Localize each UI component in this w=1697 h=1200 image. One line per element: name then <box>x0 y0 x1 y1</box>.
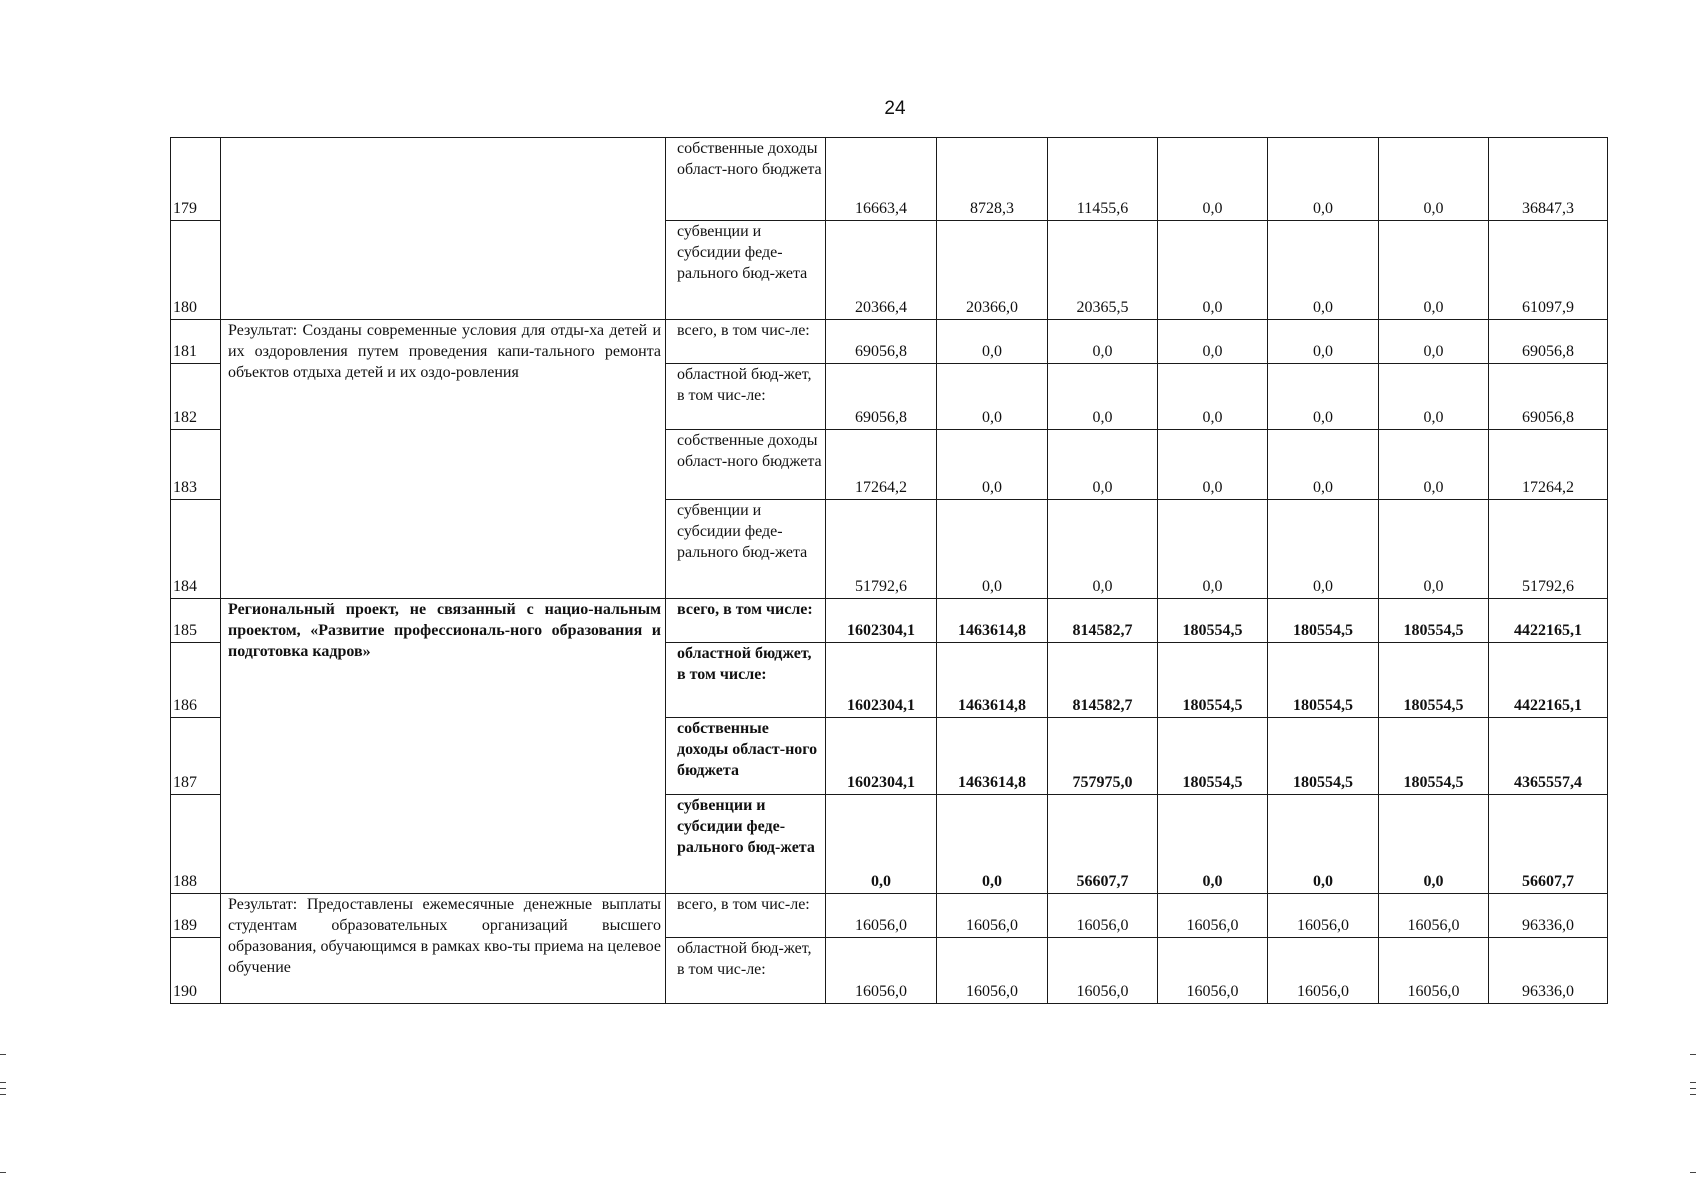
year-value: 0,0 <box>1379 430 1489 500</box>
year-value: 16056,0 <box>1268 938 1379 1004</box>
margin-mark <box>0 1088 6 1089</box>
year-value: 180554,5 <box>1379 599 1489 643</box>
year-value: 16056,0 <box>1268 894 1379 938</box>
row-number: 184 <box>171 500 221 599</box>
table-row <box>171 894 1608 938</box>
year-value: 69056,8 <box>826 320 937 364</box>
year-value: 180554,5 <box>1158 718 1268 795</box>
year-value: 1602304,1 <box>826 718 937 795</box>
year-value: 814582,7 <box>1048 599 1158 643</box>
year-value: 16056,0 <box>1048 938 1158 1004</box>
total-value: 69056,8 <box>1489 320 1608 364</box>
year-value: 0,0 <box>937 364 1048 430</box>
year-value: 0,0 <box>1379 795 1489 894</box>
funding-source: собственные доходы област-ного бюджета <box>666 718 826 795</box>
page-number: 24 <box>884 98 906 119</box>
result-description: Результат: Предоставлены ежемесячные денежные выплаты студентам образовательных организаций высшего образования, обучающимся в рамках кво-ты приема на целевое обучение <box>221 894 666 1004</box>
year-value: 0,0 <box>826 795 937 894</box>
year-value: 180554,5 <box>1268 643 1379 718</box>
total-value: 36847,3 <box>1489 138 1608 221</box>
year-value: 0,0 <box>1268 430 1379 500</box>
year-value: 16056,0 <box>937 938 1048 1004</box>
year-value: 20366,0 <box>937 221 1048 320</box>
year-value: 0,0 <box>1048 430 1158 500</box>
year-value: 0,0 <box>1158 430 1268 500</box>
budget-table <box>170 137 1608 1004</box>
total-value: 17264,2 <box>1489 430 1608 500</box>
margin-mark <box>0 1054 6 1055</box>
year-value: 20366,4 <box>826 221 937 320</box>
year-value: 180554,5 <box>1158 643 1268 718</box>
row-number: 181 <box>171 320 221 364</box>
funding-source: собственные доходы област-ного бюджета <box>666 430 826 500</box>
funding-source: областной бюд-жет, в том чис-ле: <box>666 364 826 430</box>
year-value: 0,0 <box>937 320 1048 364</box>
row-number: 186 <box>171 643 221 718</box>
row-number: 180 <box>171 221 221 320</box>
year-value: 11455,6 <box>1048 138 1158 221</box>
total-value: 56607,7 <box>1489 795 1608 894</box>
year-value: 16056,0 <box>1048 894 1158 938</box>
margin-mark <box>0 1172 6 1173</box>
row-number: 188 <box>171 795 221 894</box>
year-value: 69056,8 <box>826 364 937 430</box>
total-value: 4422165,1 <box>1489 643 1608 718</box>
table-row <box>171 138 1608 221</box>
total-value: 4365557,4 <box>1489 718 1608 795</box>
funding-source: собственные доходы област-ного бюджета <box>666 138 826 221</box>
year-value: 0,0 <box>1379 221 1489 320</box>
year-value: 16056,0 <box>1158 938 1268 1004</box>
year-value: 8728,3 <box>937 138 1048 221</box>
year-value: 1602304,1 <box>826 643 937 718</box>
year-value: 16663,4 <box>826 138 937 221</box>
year-value: 0,0 <box>1379 138 1489 221</box>
total-value: 51792,6 <box>1489 500 1608 599</box>
total-value: 96336,0 <box>1489 894 1608 938</box>
empty-description <box>221 138 666 320</box>
year-value: 56607,7 <box>1048 795 1158 894</box>
row-number: 179 <box>171 138 221 221</box>
year-value: 16056,0 <box>1379 894 1489 938</box>
table-row <box>171 599 1608 643</box>
year-value: 16056,0 <box>826 938 937 1004</box>
year-value: 180554,5 <box>1268 599 1379 643</box>
year-value: 0,0 <box>1158 138 1268 221</box>
year-value: 180554,5 <box>1379 643 1489 718</box>
funding-source: всего, в том числе: <box>666 599 826 643</box>
total-value: 61097,9 <box>1489 221 1608 320</box>
year-value: 0,0 <box>1379 500 1489 599</box>
row-number: 187 <box>171 718 221 795</box>
year-value: 0,0 <box>1158 320 1268 364</box>
total-value: 69056,8 <box>1489 364 1608 430</box>
year-value: 1463614,8 <box>937 599 1048 643</box>
year-value: 16056,0 <box>937 894 1048 938</box>
year-value: 1602304,1 <box>826 599 937 643</box>
row-number: 185 <box>171 599 221 643</box>
table-row <box>171 320 1608 364</box>
year-value: 16056,0 <box>1379 938 1489 1004</box>
total-value: 4422165,1 <box>1489 599 1608 643</box>
year-value: 0,0 <box>937 430 1048 500</box>
result-description: Региональный проект, не связанный с нацио-нальным проектом, «Развитие профессиональ-ного образования и подготовка кадров» <box>221 599 666 894</box>
year-value: 16056,0 <box>1158 894 1268 938</box>
margin-mark <box>0 1094 6 1095</box>
funding-source: областной бюджет, в том числе: <box>666 643 826 718</box>
row-number: 190 <box>171 938 221 1004</box>
year-value: 17264,2 <box>826 430 937 500</box>
total-value: 96336,0 <box>1489 938 1608 1004</box>
year-value: 814582,7 <box>1048 643 1158 718</box>
year-value: 1463614,8 <box>937 643 1048 718</box>
year-value: 1463614,8 <box>937 718 1048 795</box>
result-description: Результат: Созданы современные условия для отды-ха детей и их оздоровления путем проведения капи-тального ремонта объектов отдыха детей и их оздо-ровления <box>221 320 666 599</box>
margin-mark <box>1690 1054 1696 1055</box>
year-value: 0,0 <box>1268 795 1379 894</box>
margin-mark <box>1690 1088 1696 1089</box>
funding-source: всего, в том чис-ле: <box>666 894 826 938</box>
year-value: 0,0 <box>1158 500 1268 599</box>
year-value: 0,0 <box>1158 795 1268 894</box>
year-value: 0,0 <box>1158 364 1268 430</box>
year-value: 0,0 <box>1048 500 1158 599</box>
year-value: 0,0 <box>1158 221 1268 320</box>
year-value: 0,0 <box>937 500 1048 599</box>
year-value: 0,0 <box>1379 320 1489 364</box>
year-value: 0,0 <box>1268 500 1379 599</box>
year-value: 180554,5 <box>1158 599 1268 643</box>
year-value: 0,0 <box>1268 320 1379 364</box>
year-value: 0,0 <box>1048 364 1158 430</box>
row-number: 182 <box>171 364 221 430</box>
year-value: 0,0 <box>1268 364 1379 430</box>
year-value: 0,0 <box>1048 320 1158 364</box>
year-value: 0,0 <box>1379 364 1489 430</box>
margin-mark <box>0 1082 6 1083</box>
year-value: 0,0 <box>1268 138 1379 221</box>
year-value: 51792,6 <box>826 500 937 599</box>
year-value: 16056,0 <box>826 894 937 938</box>
funding-source: субвенции и субсидии феде-рального бюд-жета <box>666 500 826 599</box>
funding-source: субвенции и субсидии феде-рального бюд-жета <box>666 795 826 894</box>
year-value: 757975,0 <box>1048 718 1158 795</box>
funding-source: всего, в том чис-ле: <box>666 320 826 364</box>
margin-mark <box>1690 1082 1696 1083</box>
row-number: 183 <box>171 430 221 500</box>
year-value: 0,0 <box>1268 221 1379 320</box>
funding-source: субвенции и субсидии феде-рального бюд-жета <box>666 221 826 320</box>
year-value: 180554,5 <box>1268 718 1379 795</box>
year-value: 180554,5 <box>1379 718 1489 795</box>
margin-mark <box>1690 1172 1696 1173</box>
funding-source: областной бюд-жет, в том чис-ле: <box>666 938 826 1004</box>
year-value: 20365,5 <box>1048 221 1158 320</box>
row-number: 189 <box>171 894 221 938</box>
year-value: 0,0 <box>937 795 1048 894</box>
margin-mark <box>1690 1094 1696 1095</box>
